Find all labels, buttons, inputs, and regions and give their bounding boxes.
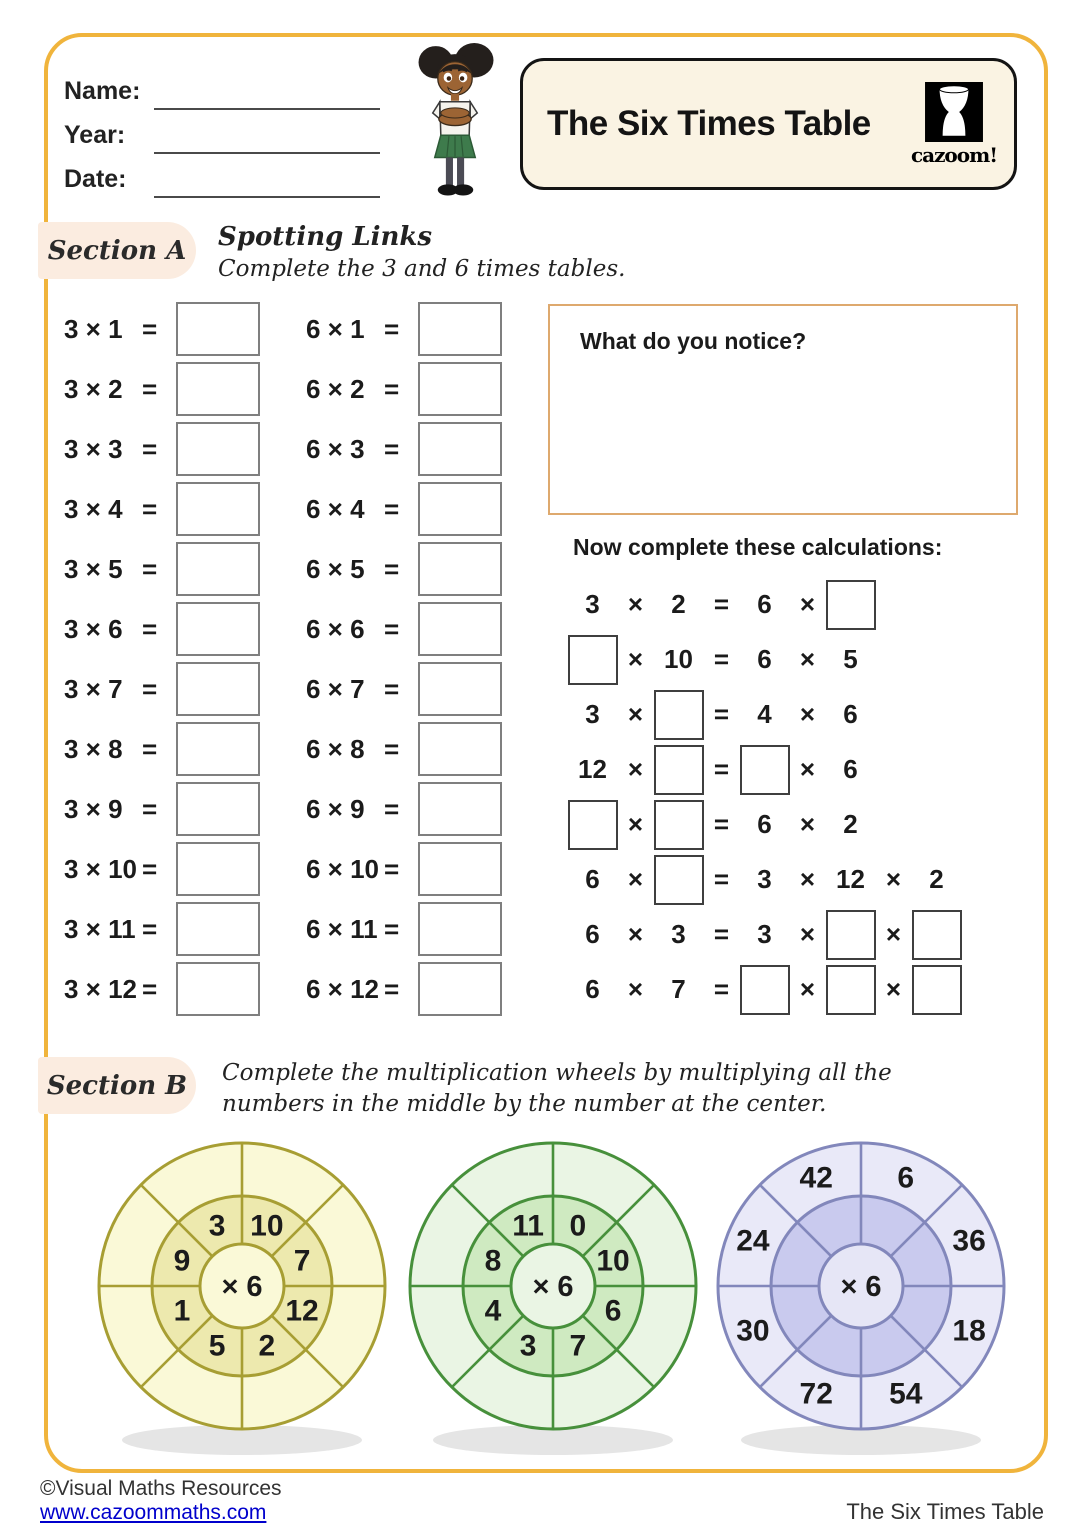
equals-sign: = [384, 793, 400, 824]
answer-box-cell [743, 965, 786, 1015]
answer-box-cell [571, 635, 614, 685]
times-table-row [64, 299, 260, 359]
answer-box[interactable] [654, 855, 704, 905]
times-table-6-column [306, 299, 502, 1019]
wheel-number: 18 [952, 1314, 986, 1348]
equals-sign: = [384, 853, 400, 884]
equation-label: 6 × 6 [306, 613, 365, 644]
answer-box[interactable] [418, 302, 502, 356]
equals-sign: = [384, 973, 400, 1004]
wheel-number: 1 [173, 1294, 191, 1328]
calc-token: = [713, 809, 730, 839]
calc-token: × [627, 919, 644, 949]
times-table-row [306, 539, 502, 599]
calc-token: = [713, 974, 730, 1004]
equals-sign: = [384, 733, 400, 764]
calc-token: 12 [836, 864, 865, 894]
date-input-line[interactable] [154, 166, 380, 198]
calc-token: 3 [757, 919, 772, 949]
calc-token: 3 [757, 864, 772, 894]
section-b-label: Section B [38, 1057, 196, 1114]
answer-box[interactable] [568, 800, 618, 850]
answer-box[interactable] [740, 965, 790, 1015]
calc-token-cell [743, 809, 786, 840]
answer-box[interactable] [826, 580, 876, 630]
wheel-number: 7 [569, 1329, 587, 1363]
answer-box[interactable] [418, 902, 502, 956]
section-a-instruction: Complete the 3 and 6 times tables. [218, 256, 626, 282]
times-table-row [306, 359, 502, 419]
times-table-row [64, 719, 260, 779]
calc-token-cell [872, 919, 915, 950]
equals-sign: = [384, 313, 400, 344]
calc-token-cell [743, 644, 786, 675]
calc-token: 4 [757, 699, 772, 729]
wheel-number: 72 [799, 1377, 833, 1411]
calc-token-cell [700, 919, 743, 950]
footer-copyright: ©Visual Maths Resources [40, 1477, 282, 1500]
name-input-line[interactable] [154, 78, 380, 110]
answer-box[interactable] [418, 362, 502, 416]
calc-token-cell [872, 974, 915, 1005]
calc-token: 2 [671, 589, 686, 619]
calc-token: × [799, 974, 816, 1004]
calc-token: × [799, 754, 816, 784]
answer-box-cell [829, 965, 872, 1015]
answer-box[interactable] [176, 782, 260, 836]
footer-website-link[interactable]: www.cazoommaths.com [40, 1501, 267, 1524]
calc-token: × [799, 864, 816, 894]
equation-label: 3 × 12 [64, 973, 138, 1004]
answer-box[interactable] [418, 722, 502, 776]
times-table-row [64, 419, 260, 479]
equation-label: 6 × 3 [306, 433, 365, 464]
name-field-row [64, 66, 380, 110]
calc-token-cell [829, 809, 872, 840]
equation-label: 3 × 1 [64, 313, 123, 344]
section-b-instruction: Complete the multiplication wheels by multiplying all the numbers in the middle by the number at the center. [222, 1060, 892, 1117]
answer-box-cell [657, 690, 700, 740]
calc-token: = [713, 699, 730, 729]
calc-token-cell [743, 699, 786, 730]
answer-box[interactable] [418, 422, 502, 476]
calc-token: 3 [585, 699, 600, 729]
cazoom-drum-icon [925, 82, 983, 142]
times-table-row [306, 899, 502, 959]
calc-token: × [627, 589, 644, 619]
calculation-row [571, 852, 958, 907]
times-table-row [64, 539, 260, 599]
answer-box-cell [829, 580, 872, 630]
calc-token: 5 [843, 644, 858, 674]
wheel-number: 6 [897, 1161, 915, 1195]
equation-label: 3 × 11 [64, 913, 136, 944]
wheel-number: 5 [208, 1329, 226, 1363]
wheel-number: 10 [250, 1209, 284, 1243]
calc-token: 2 [843, 809, 858, 839]
equation-label: 3 × 9 [64, 793, 123, 824]
calc-token-cell [786, 809, 829, 840]
answer-box[interactable] [418, 662, 502, 716]
calc-token: × [627, 974, 644, 1004]
times-table-row [306, 419, 502, 479]
calc-token: 7 [671, 974, 686, 1004]
name-label: Name: [64, 77, 141, 105]
answer-box-cell [743, 745, 786, 795]
answer-box[interactable] [826, 965, 876, 1015]
calc-token-cell [614, 809, 657, 840]
calculation-row [571, 687, 958, 742]
answer-box[interactable] [418, 962, 502, 1016]
wheel-number: 30 [736, 1314, 770, 1348]
times-table-row [306, 479, 502, 539]
calc-token: × [885, 864, 902, 894]
calc-token-cell [700, 864, 743, 895]
equation-label: 3 × 8 [64, 733, 123, 764]
calc-token-cell [614, 589, 657, 620]
equals-sign: = [384, 553, 400, 584]
calc-token: 10 [664, 644, 693, 674]
calc-token-cell [657, 919, 700, 950]
equation-label: 6 × 4 [306, 493, 365, 524]
equals-sign: = [142, 733, 158, 764]
equation-label: 6 × 10 [306, 853, 380, 884]
wheel-number: 7 [293, 1244, 311, 1278]
equals-sign: = [142, 553, 158, 584]
times-table-row [64, 599, 260, 659]
calculation-row [571, 632, 958, 687]
calc-token: 3 [671, 919, 686, 949]
wheel-number: 3 [519, 1329, 537, 1363]
equals-sign: = [142, 313, 158, 344]
equation-label: 6 × 11 [306, 913, 378, 944]
equals-sign: = [142, 433, 158, 464]
calc-token-cell [915, 864, 958, 895]
answer-box-cell [657, 745, 700, 795]
calc-token-cell [614, 699, 657, 730]
answer-box[interactable] [418, 782, 502, 836]
calc-token: × [799, 644, 816, 674]
equation-label: 3 × 3 [64, 433, 123, 464]
wheel-number: 9 [173, 1244, 191, 1278]
calc-token-cell [700, 974, 743, 1005]
year-label: Year: [64, 121, 126, 149]
answer-box[interactable] [176, 422, 260, 476]
calc-token: × [799, 589, 816, 619]
answer-box[interactable] [176, 602, 260, 656]
answer-box[interactable] [912, 910, 962, 960]
answer-box[interactable] [176, 722, 260, 776]
calculation-row [571, 577, 958, 632]
equation-label: 6 × 12 [306, 973, 380, 1004]
calc-token-cell [657, 974, 700, 1005]
times-table-row [306, 959, 502, 1019]
notice-box-label: What do you notice? [580, 328, 807, 354]
wheel-number: 54 [889, 1377, 923, 1411]
calculation-row [571, 962, 958, 1017]
schoolgirl-illustration [404, 40, 506, 198]
calc-token: 12 [578, 754, 607, 784]
calc-token-cell [571, 754, 614, 785]
multiplication-wheel [404, 1136, 702, 1458]
answer-box-cell [657, 800, 700, 850]
equals-sign: = [142, 913, 158, 944]
page-title: The Six Times Table [547, 104, 871, 143]
answer-box-cell [657, 855, 700, 905]
equation-label: 3 × 10 [64, 853, 138, 884]
student-fields [64, 66, 380, 198]
calc-token: 6 [757, 589, 772, 619]
multiplication-wheel [93, 1136, 391, 1458]
answer-box[interactable] [176, 542, 260, 596]
wheel-number: 8 [484, 1244, 502, 1278]
wheel-number: 36 [952, 1224, 986, 1258]
equals-sign: = [384, 373, 400, 404]
times-table-row [64, 359, 260, 419]
calculation-row [571, 797, 958, 852]
answer-box[interactable] [418, 842, 502, 896]
calc-token-cell [743, 864, 786, 895]
equation-label: 6 × 2 [306, 373, 365, 404]
calc-token: × [885, 974, 902, 1004]
calc-token: × [627, 864, 644, 894]
answer-box[interactable] [654, 800, 704, 850]
calc-token-cell [614, 754, 657, 785]
calc-token-cell [786, 699, 829, 730]
times-table-row [306, 299, 502, 359]
answer-box[interactable] [740, 745, 790, 795]
section-a-heading: Spotting Links [218, 222, 433, 252]
wheel-center-label: × 6 [532, 1271, 574, 1303]
calc-token-cell [614, 864, 657, 895]
equation-label: 3 × 7 [64, 673, 123, 704]
times-table-row [306, 659, 502, 719]
times-table-row [64, 839, 260, 899]
times-table-row [64, 779, 260, 839]
times-table-row [306, 719, 502, 779]
equation-label: 6 × 8 [306, 733, 365, 764]
calc-token: 6 [843, 699, 858, 729]
wheel-number: 42 [799, 1161, 833, 1195]
calc-token-cell [571, 974, 614, 1005]
times-table-row [64, 959, 260, 1019]
equation-label: 6 × 5 [306, 553, 365, 584]
calc-token-cell [700, 589, 743, 620]
calc-token: 6 [757, 644, 772, 674]
calc-token-cell [786, 864, 829, 895]
calc-token: = [713, 919, 730, 949]
calc-token: = [713, 754, 730, 784]
calc-token: 3 [585, 589, 600, 619]
calc-token-cell [571, 919, 614, 950]
answer-box[interactable] [912, 965, 962, 1015]
answer-box[interactable] [418, 542, 502, 596]
date-label: Date: [64, 165, 127, 193]
equals-sign: = [142, 793, 158, 824]
wheel-number: 6 [604, 1294, 622, 1328]
times-table-row [64, 659, 260, 719]
calc-token-cell [657, 589, 700, 620]
calculation-row [571, 742, 958, 797]
answer-box-cell [829, 910, 872, 960]
answer-box[interactable] [654, 745, 704, 795]
calc-token: 2 [929, 864, 944, 894]
answer-box[interactable] [568, 635, 618, 685]
equals-sign: = [142, 373, 158, 404]
wheel-center-label: × 6 [840, 1271, 882, 1303]
equals-sign: = [142, 673, 158, 704]
equals-sign: = [384, 433, 400, 464]
equation-label: 3 × 6 [64, 613, 123, 644]
equals-sign: = [384, 913, 400, 944]
calc-token: × [627, 644, 644, 674]
calc-token-cell [614, 919, 657, 950]
calc-token-cell [786, 974, 829, 1005]
answer-box[interactable] [176, 362, 260, 416]
answer-box[interactable] [176, 302, 260, 356]
multiplication-wheel [712, 1136, 1010, 1458]
calc-token: = [713, 644, 730, 674]
answer-box[interactable] [418, 602, 502, 656]
calc-token-cell [786, 754, 829, 785]
cazoom-logo-text: cazoom! [910, 142, 998, 167]
calc-token: = [713, 864, 730, 894]
calc-token: 6 [757, 809, 772, 839]
times-table-row [64, 479, 260, 539]
calc-token-cell [700, 754, 743, 785]
answer-box-cell [571, 800, 614, 850]
calc-token: 6 [585, 919, 600, 949]
equals-sign: = [384, 493, 400, 524]
equation-label: 6 × 9 [306, 793, 365, 824]
calc-token-cell [614, 974, 657, 1005]
calculation-row [571, 907, 958, 962]
calculations-list [571, 577, 958, 1017]
equals-sign: = [142, 613, 158, 644]
calc-token: × [799, 919, 816, 949]
equation-label: 6 × 7 [306, 673, 365, 704]
calc-token: × [627, 809, 644, 839]
equation-label: 3 × 4 [64, 493, 123, 524]
answer-box-cell [915, 910, 958, 960]
notice-answer-box[interactable] [548, 304, 1018, 515]
equals-sign: = [384, 613, 400, 644]
calc-token: × [799, 699, 816, 729]
times-table-3-column [64, 299, 260, 1019]
calc-token-cell [786, 919, 829, 950]
answer-box[interactable] [654, 690, 704, 740]
equation-label: 3 × 2 [64, 373, 123, 404]
year-field-row [64, 110, 380, 154]
equals-sign: = [142, 853, 158, 884]
calculations-heading: Now complete these calculations: [573, 534, 943, 560]
calc-token-cell [743, 919, 786, 950]
calc-token-cell [786, 644, 829, 675]
calc-token-cell [872, 864, 915, 895]
calc-token-cell [829, 644, 872, 675]
wheel-center-label: × 6 [221, 1271, 263, 1303]
equals-sign: = [142, 493, 158, 524]
calc-token-cell [657, 644, 700, 675]
times-table-row [306, 839, 502, 899]
section-a-label: Section A [38, 222, 196, 279]
calc-token: × [627, 754, 644, 784]
footer-worksheet-title: The Six Times Table [846, 1499, 1044, 1524]
answer-box[interactable] [176, 842, 260, 896]
calc-token-cell [614, 644, 657, 675]
calc-token-cell [571, 864, 614, 895]
answer-box[interactable] [176, 662, 260, 716]
wheel-number: 10 [596, 1244, 630, 1278]
wheel-number: 3 [208, 1209, 226, 1243]
answer-box[interactable] [176, 902, 260, 956]
calc-token: 6 [843, 754, 858, 784]
calc-token: 6 [585, 864, 600, 894]
answer-box[interactable] [418, 482, 502, 536]
wheel-number: 0 [569, 1209, 587, 1243]
calc-token-cell [700, 809, 743, 840]
wheel-number: 4 [484, 1294, 502, 1328]
answer-box[interactable] [826, 910, 876, 960]
title-box [520, 58, 1017, 190]
times-table-row [306, 779, 502, 839]
calc-token: × [627, 699, 644, 729]
wheel-number: 2 [258, 1329, 276, 1363]
wheel-number: 24 [736, 1224, 770, 1258]
calc-token: = [713, 589, 730, 619]
wheel-number: 12 [285, 1294, 319, 1328]
cazoom-logo [908, 82, 1000, 167]
calc-token-cell [571, 699, 614, 730]
calc-token-cell [700, 644, 743, 675]
equals-sign: = [384, 673, 400, 704]
calc-token-cell [829, 699, 872, 730]
year-input-line[interactable] [154, 122, 380, 154]
calc-token-cell [743, 589, 786, 620]
calc-token-cell [829, 754, 872, 785]
answer-box[interactable] [176, 962, 260, 1016]
times-table-row [306, 599, 502, 659]
answer-box[interactable] [176, 482, 260, 536]
calc-token-cell [571, 589, 614, 620]
calc-token-cell [829, 864, 872, 895]
date-field-row [64, 154, 380, 198]
calc-token-cell [786, 589, 829, 620]
equation-label: 6 × 1 [306, 313, 365, 344]
times-table-row [64, 899, 260, 959]
equation-label: 3 × 5 [64, 553, 123, 584]
answer-box-cell [915, 965, 958, 1015]
calc-token: 6 [585, 974, 600, 1004]
wheel-number: 11 [512, 1209, 544, 1243]
equals-sign: = [142, 973, 158, 1004]
calc-token-cell [700, 699, 743, 730]
calc-token: × [799, 809, 816, 839]
calc-token: × [885, 919, 902, 949]
